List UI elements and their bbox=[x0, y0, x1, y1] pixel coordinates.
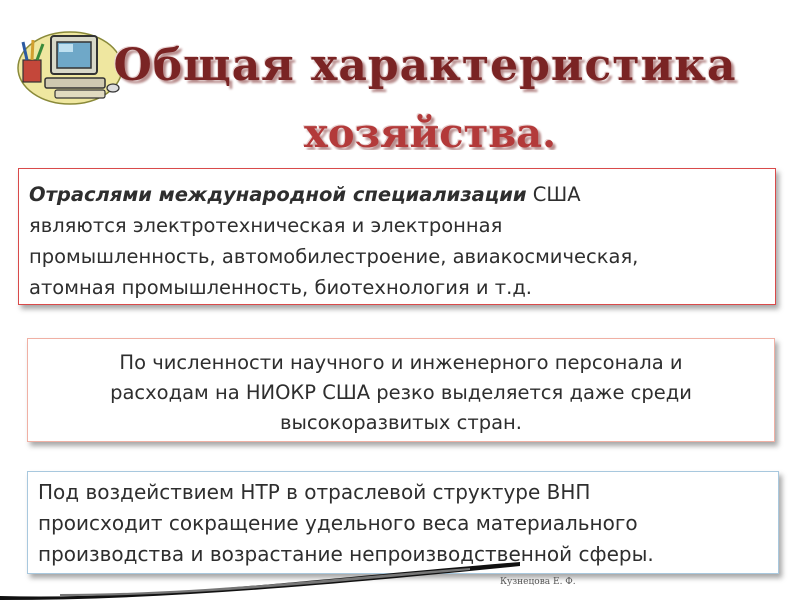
research-text-line2: расходам на НИОКР США резко выделяется даже среди bbox=[110, 381, 692, 404]
specialization-emphasis: Отраслями международной специализации bbox=[29, 183, 527, 206]
ntr-text-box bbox=[27, 471, 779, 574]
ntr-text-line2: происходит сокращение удельного веса материального bbox=[38, 511, 638, 535]
research-text-line1: По численности научного и инженерного персонала и bbox=[119, 351, 683, 374]
research-text-box bbox=[27, 338, 775, 442]
slide-title: Общая характеристика bbox=[113, 40, 737, 91]
specialization-text-line2: являются электротехническая и электронная bbox=[29, 214, 503, 237]
decorative-swoosh bbox=[0, 560, 520, 600]
specialization-text-line4: атомная промышленность, биотехнология и т.д. bbox=[29, 276, 533, 299]
author-footer: Кузнецова Е. Ф. bbox=[500, 577, 576, 587]
research-text-line3: высокоразвитых стран. bbox=[280, 411, 522, 434]
specialization-text-line3: промышленность, автомобилестроение, авиакосмическая, bbox=[29, 245, 639, 268]
ntr-text-line3: производства и возрастание непроизводственной сферы. bbox=[38, 542, 654, 566]
specialization-text-line1: США bbox=[526, 183, 581, 206]
slide-title-line2: хозяйства. bbox=[303, 110, 557, 150]
ntr-text-line1: Под воздействием НТР в отраслевой структуре ВНП bbox=[38, 480, 591, 504]
specialization-text-box bbox=[18, 168, 776, 305]
